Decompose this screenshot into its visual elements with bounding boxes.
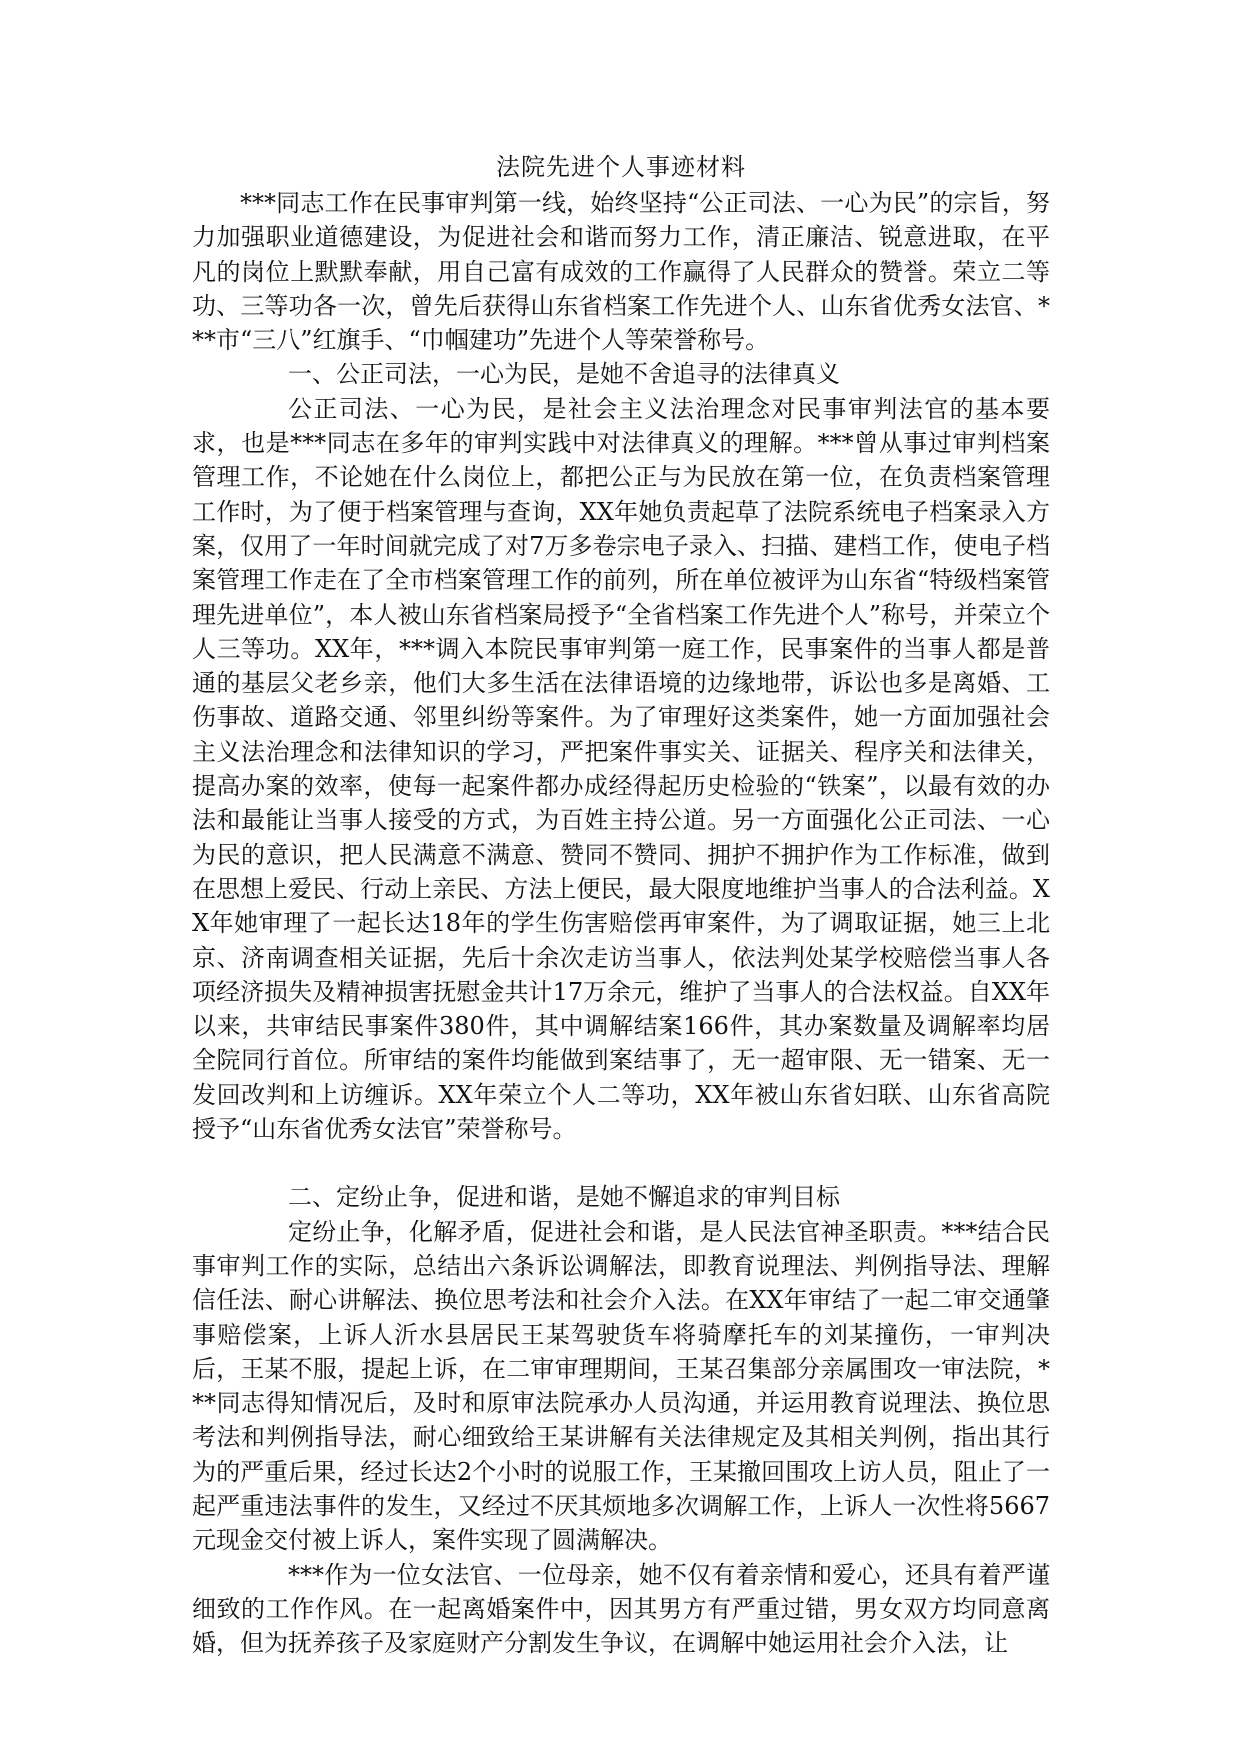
- blank-line: [192, 1146, 1050, 1180]
- section-1-paragraph: 公正司法、一心为民，是社会主义法治理念对民事审判法官的基本要求，也是***同志在多年的审判实践中对法律真义的理解。***曾从事过审判档案管理工作，不论她在什么岗位上，都把公正与为民放在第一位，在负责档案管理工作时，为了便于档案管理与查询，XX年她负责起草了法院系统电子档案录入方案，仅用了一年时间就完成了对7万多卷宗电子录入、扫描、建档工作，使电子档案管理工作走在了全市档案管理工作的前列，所在单位被评为山东省“特级档案管理先进单位”，本人被山东省档案局授予“全省档案工作先进个人”称号，并荣立个人三等功。XX年，***调入本院民事审判第一庭工作，民事案件的当事人都是普通的基层父老乡亲，他们大多生活在法律语境的边缘地带，诉讼也多是离婚、工伤事故、道路交通、邻里纠纷等案件。为了审理好这类案件，她一方面加强社会主义法治理念和法律知识的学习，严把案件事实关、证据关、程序关和法律关，提高办案的效率，使每一起案件都办成经得起历史检验的“铁案”，以最有效的办法和最能让当事人接受的方式，为百姓主持公道。另一方面强化公正司法、一心为民的意识，把人民满意不满意、赞同不赞同、拥护不拥护作为工作标准，做到在思想上爱民、行动上亲民、方法上便民，最大限度地维护当事人的合法利益。XX年她审理了一起长达18年的学生伤害赔偿再审案件，为了调取证据，她三上北京、济南调查相关证据，先后十余次走访当事人，依法判处某学校赔偿当事人各项经济损失及精神损害抚慰金共计17万余元，维护了当事人的合法权益。自XX年以来，共审结民事案件380件，其中调解结案166件，其办案数量及调解率均居全院同行首位。所审结的案件均能做到案结事了，无一超审限、无一错案、无一发回改判和上访缠诉。XX年荣立个人二等功，XX年被山东省妇联、山东省高院授予“山东省优秀女法官”荣誉称号。: [192, 394, 1050, 1144]
- section-1-heading: 一、公正司法，一心为民，是她不舍追寻的法律真义: [288, 360, 840, 389]
- section-2-paragraph-2: ***作为一位女法官、一位母亲，她不仅有着亲情和爱心，还具有着严谨细致的工作作风。在一起离婚案件中，因其男方有严重过错，男女双方均同意离婚，但为抚养孩子及家庭财产分割发生争议，在调解中她运用社会介入法，让: [192, 1560, 1050, 1658]
- document-title: 法院先进个人事迹材料: [496, 153, 746, 181]
- document-body: [192, 150, 1050, 1660]
- section-2-paragraph: 定纷止争，化解矛盾，促进社会和谐，是人民法官神圣职责。***结合民事审判工作的实际，总结出六条诉讼调解法，即教育说理法、判例指导法、理解信任法、耐心讲解法、换位思考法和社会介入法。在XX年审结了一起二审交通肇事赔偿案，上诉人沂水县居民王某驾驶货车将骑摩托车的刘某撞伤，一审判决后，王某不服，提起上诉，在二审审理期间，王某召集部分亲属围攻一审法院，***同志得知情况后，及时和原审法院承办人员沟通，并运用教育说理法、换位思考法和判例指导法，耐心细致给王某讲解有关法律规定及其相关判例，指出其行为的严重后果，经过长达2个小时的说服工作，王某撤回围攻上访人员，阻止了一起严重违法事件的发生，又经过不厌其烦地多次调解工作，上诉人一次性将5667元现金交付被上诉人，案件实现了圆满解决。: [192, 1217, 1050, 1555]
- intro-paragraph: ***同志工作在民事审判第一线，始终坚持“公正司法、一心为民”的宗旨，努力加强职业道德建设，为促进社会和谐而努力工作，清正廉洁、锐意进取，在平凡的岗位上默默奉献，用自己富有成效的工作赢得了人民群众的赞誉。荣立二等功、三等功各一次，曾先后获得山东省档案工作先进个人、山东省优秀女法官、***市“三八”红旗手、“巾帼建功”先进个人等荣誉称号。: [192, 189, 1050, 355]
- section-2-heading: 二、定纷止争，促进和谐，是她不懈追求的审判目标: [288, 1183, 840, 1212]
